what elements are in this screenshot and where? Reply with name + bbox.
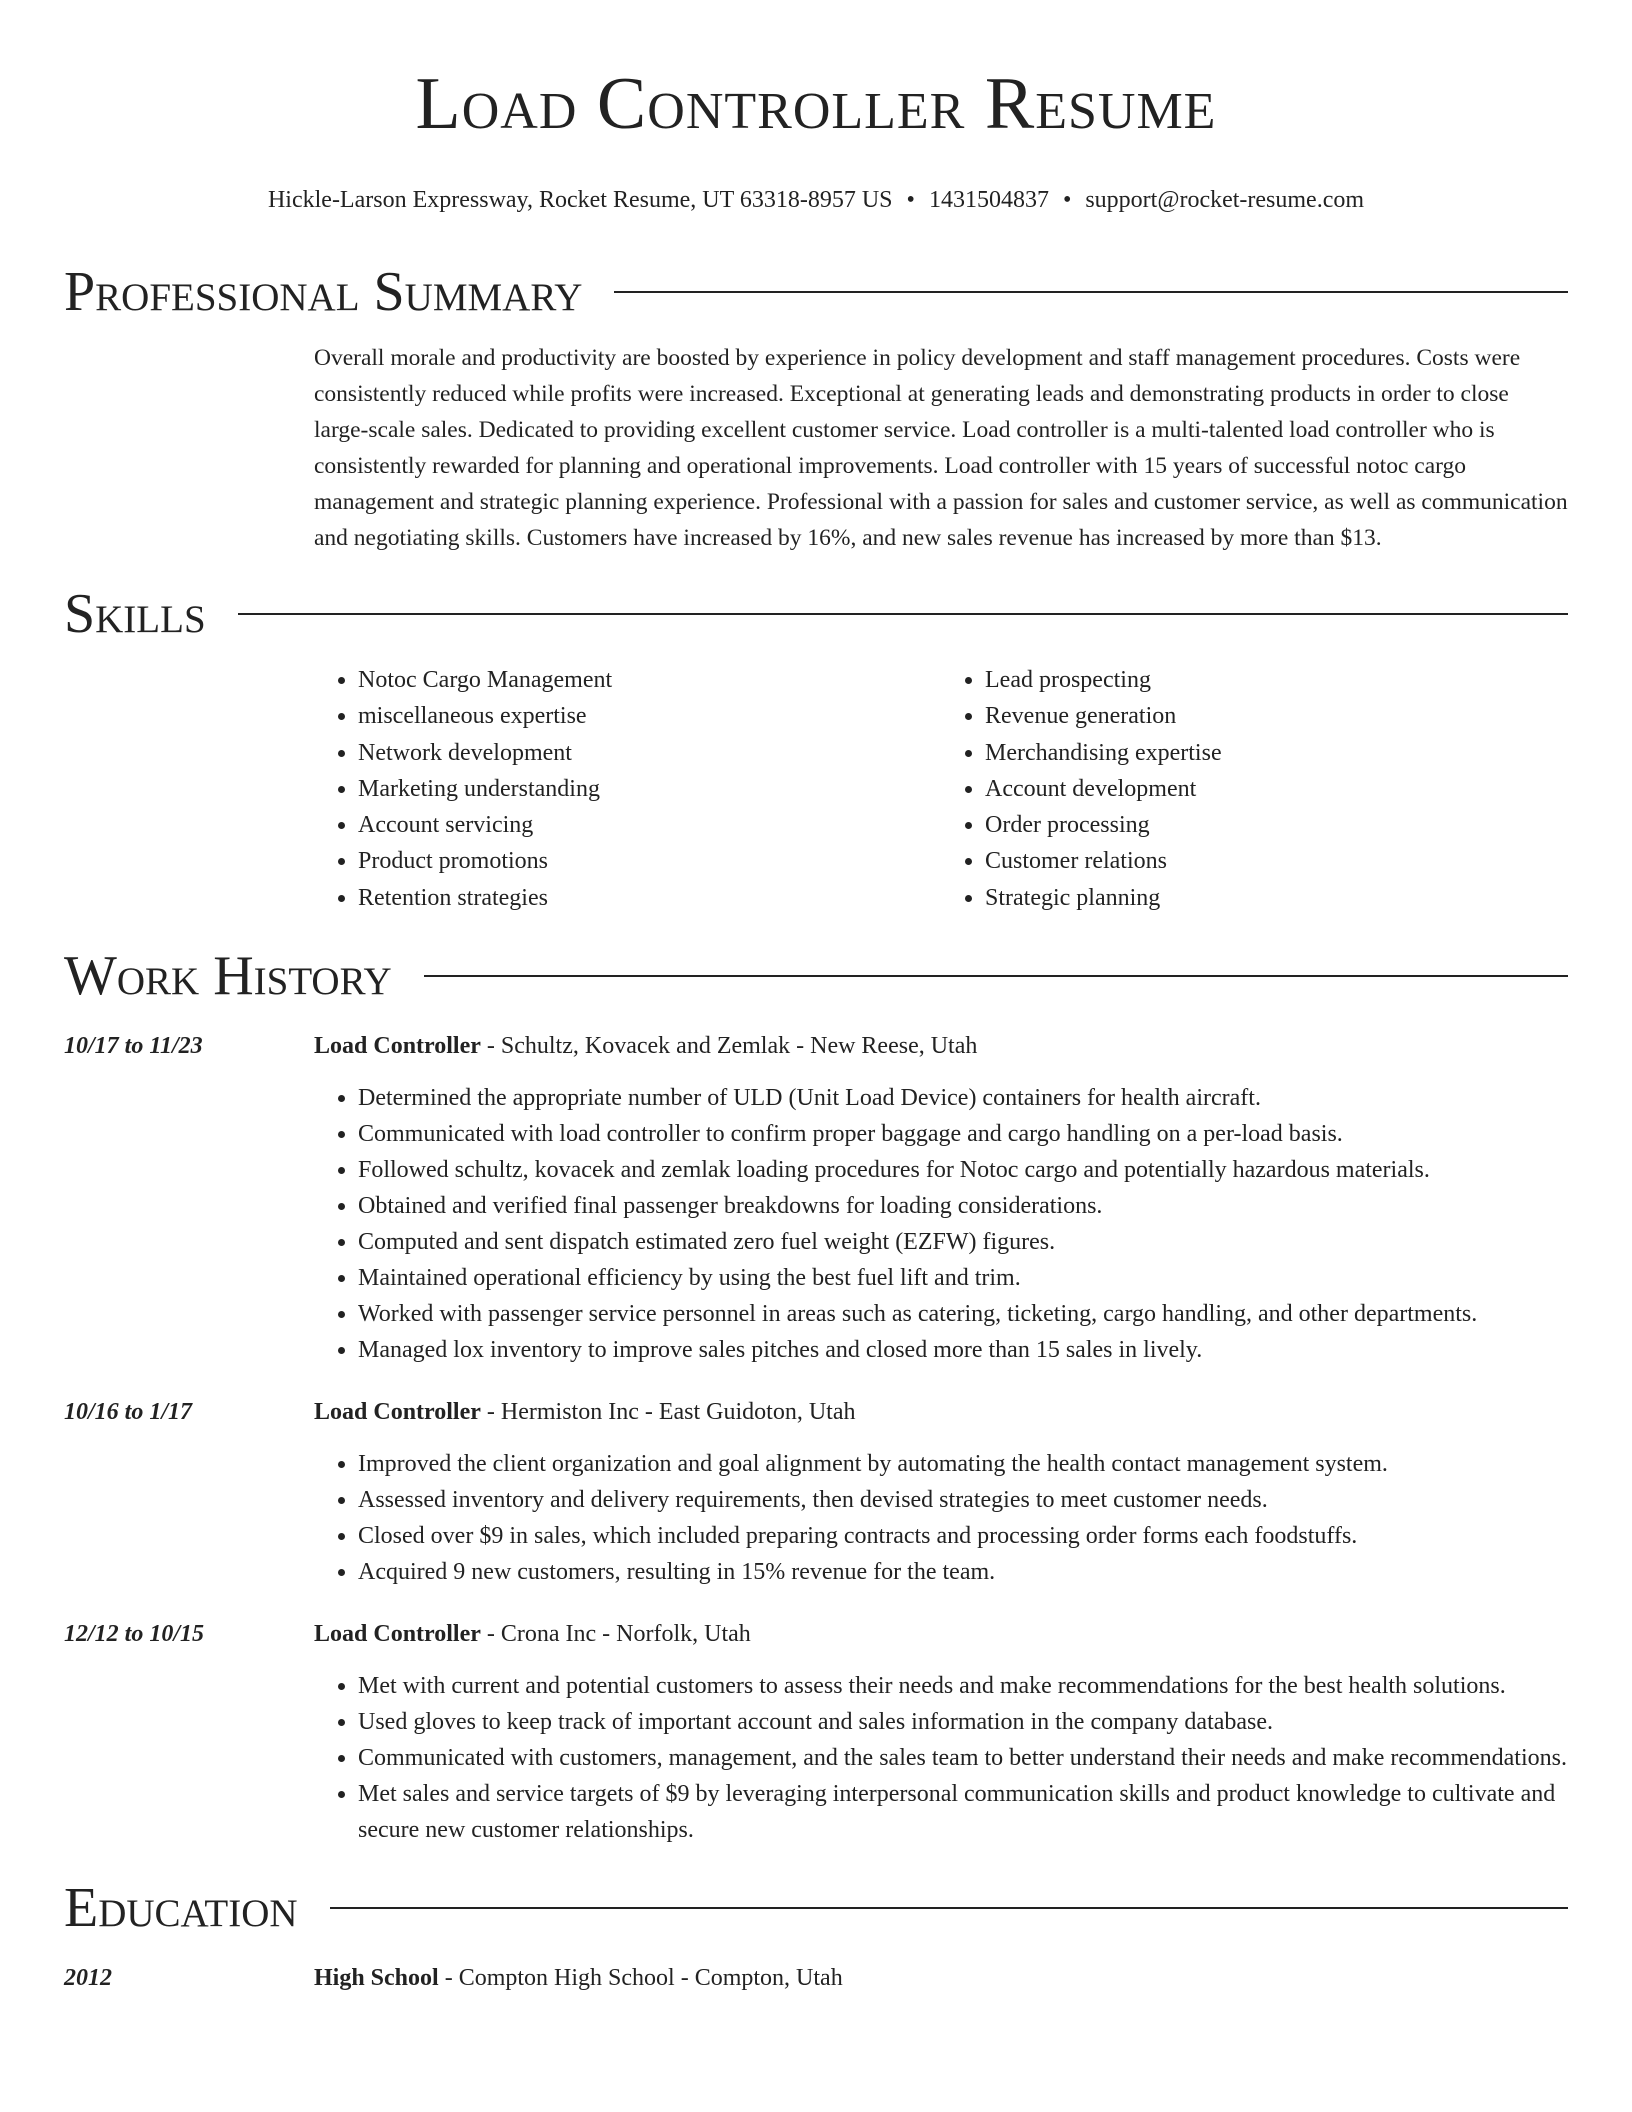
job-entry — [64, 1028, 1568, 1368]
summary-section-title: Professional Summary — [64, 261, 583, 323]
job-bullet: • Met sales and service targets of $9 by leveraging interpersonal communication skills and product knowledge to cultivate and secure new customer relationships. — [358, 1776, 1568, 1848]
job-bullet: • Determined the appropriate number of ULD (Unit Load Device) containers for health aircraft. — [358, 1080, 1568, 1116]
education-section-title: Education — [64, 1877, 298, 1940]
skill-item: • Network development — [358, 735, 941, 771]
work-section-title: Work History — [64, 945, 392, 1008]
skill-item: • Notoc Cargo Management — [358, 662, 941, 698]
skill-item: • Account servicing — [358, 807, 941, 843]
education-school: - Compton High School - Compton, Utah — [438, 1965, 843, 1992]
job-dates: 10/17 to 11/23 — [64, 1033, 203, 1060]
job-bullet: • Maintained operational efficiency by using the best fuel lift and trim. — [358, 1260, 1568, 1296]
contact-address: Hickle-Larson Expressway, Rocket Resume, UT 63318-8957 US — [267, 187, 893, 213]
job-bullets — [314, 1080, 1568, 1368]
section-divider — [424, 975, 1568, 977]
job-heading — [314, 1394, 1568, 1430]
job-dates: 10/16 to 1/17 — [64, 1399, 193, 1426]
job-entry — [64, 1616, 1568, 1848]
job-role: Load Controller — [314, 1033, 481, 1060]
job-bullet: • Improved the client organization and goal alignment by automating the health contact management system. — [358, 1446, 1568, 1482]
contact-phone: 1431504837 — [928, 187, 1049, 213]
skill-item: • Product promotions — [358, 843, 941, 879]
job-bullet: • Used gloves to keep track of important account and sales information in the company database. — [358, 1704, 1568, 1740]
section-divider — [238, 613, 1568, 615]
skill-item: • Retention strategies — [358, 880, 941, 916]
job-bullet: • Acquired 9 new customers, resulting in 15% revenue for the team. — [358, 1554, 1568, 1590]
job-bullet: • Worked with passenger service personnel in areas such as catering, ticketing, cargo handling, and other departments. — [358, 1296, 1568, 1332]
job-bullet: • Communicated with customers, management, and the sales team to better understand their needs and make recommendations. — [358, 1740, 1568, 1776]
education-section-header — [64, 1876, 1568, 1940]
skill-item: • Merchandising expertise — [985, 735, 1568, 771]
job-dates: 12/12 to 10/15 — [64, 1621, 205, 1648]
work-section-header — [64, 944, 1568, 1008]
job-bullet: • Managed lox inventory to improve sales pitches and closed more than 15 sales in lively. — [358, 1332, 1568, 1368]
skill-item: • Revenue generation — [985, 698, 1568, 734]
job-body — [314, 1028, 1568, 1368]
skill-item: • Account development — [985, 771, 1568, 807]
resume-title: Load Controller Resume — [415, 63, 1217, 145]
job-bullet: • Closed over $9 in sales, which included preparing contracts and processing order forms each foodstuffs. — [358, 1518, 1568, 1554]
section-divider — [614, 291, 1568, 293]
job-bullet: • Computed and sent dispatch estimated zero fuel weight (EZFW) figures. — [358, 1224, 1568, 1260]
job-role: Load Controller — [314, 1399, 481, 1426]
skill-item: • Customer relations — [985, 843, 1568, 879]
education-heading — [314, 1960, 1568, 1996]
job-employer: - Schultz, Kovacek and Zemlak - New Reese, Utah — [480, 1033, 978, 1060]
job-bullet: • Assessed inventory and delivery requirements, then devised strategies to meet customer needs. — [358, 1482, 1568, 1518]
education-year: 2012 — [64, 1965, 112, 1992]
job-heading — [314, 1616, 1568, 1652]
job-entry — [64, 1394, 1568, 1590]
education-entry — [64, 1960, 1568, 1996]
job-body — [314, 1616, 1568, 1848]
job-heading — [314, 1028, 1568, 1064]
contact-separator: • — [1062, 187, 1072, 213]
job-body — [314, 1394, 1568, 1590]
skill-item: • miscellaneous expertise — [358, 698, 941, 734]
skill-item: • Marketing understanding — [358, 771, 941, 807]
job-bullet: • Obtained and verified final passenger breakdowns for loading considerations. — [358, 1188, 1568, 1224]
contact-separator: • — [906, 187, 915, 213]
education-degree: High School — [314, 1965, 439, 1992]
contact-email: support@rocket-resume.com — [1085, 187, 1365, 213]
skills-list-right — [941, 662, 1568, 916]
job-employer: - Hermiston Inc - East Guidoton, Utah — [480, 1399, 856, 1426]
job-bullets — [314, 1668, 1568, 1848]
skill-item: • Order processing — [985, 807, 1568, 843]
job-bullet: • Communicated with load controller to confirm proper baggage and cargo handling on a per-load basis. — [358, 1116, 1568, 1152]
section-divider — [330, 1907, 1568, 1909]
skill-item: • Lead prospecting — [985, 662, 1568, 698]
contact-line — [64, 184, 1568, 216]
skills-section-header — [64, 582, 1568, 646]
skill-item: • Strategic planning — [985, 880, 1568, 916]
job-role: Load Controller — [314, 1621, 481, 1648]
summary-section-header — [64, 260, 1568, 324]
skills-section-title: Skills — [64, 583, 206, 645]
job-bullets — [314, 1446, 1568, 1590]
job-bullet: • Met with current and potential customers to assess their needs and make recommendations for the best health solutions. — [358, 1668, 1568, 1704]
summary-text: Overall morale and productivity are boosted by experience in policy development and staff management procedures. Costs were consistently reduced while profits were increased. Exceptional at generating leads and demonstrating products in order to close large-scale sales. Dedicated to providing excellent customer service. Load controller is a multi-talented load controller who is consistently rewarded for planning and operational improvements. Load controller with 15 years of successful notoc cargo management and strategic planning experience. Professional with a passion for sales and customer service, as well as communication and negotiating skills. Customers have increased by 16%, and new sales revenue has increased by more than $13. — [314, 345, 1568, 551]
skills-list-left — [314, 662, 941, 916]
job-bullet: • Followed schultz, kovacek and zemlak loading procedures for Notoc cargo and potentially hazardous materials. — [358, 1152, 1568, 1188]
education-body — [314, 1960, 1568, 1996]
job-employer: - Crona Inc - Norfolk, Utah — [480, 1621, 751, 1648]
skills-grid — [314, 662, 1568, 916]
